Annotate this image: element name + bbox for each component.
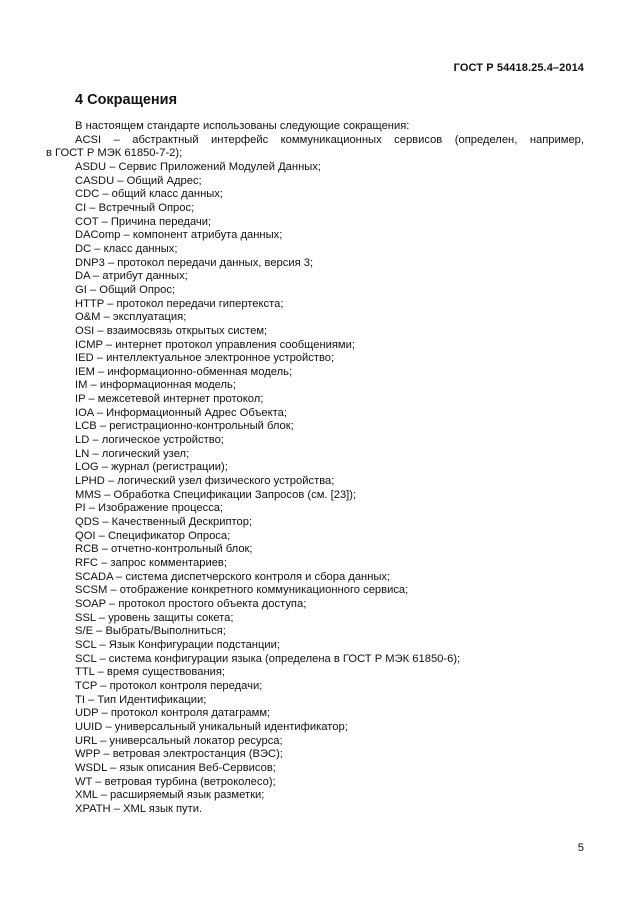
abbreviation-item: IP – межсетевой интернет протокол;: [75, 393, 264, 406]
abbreviation-item: SSL – уровень защиты сокета;: [75, 611, 234, 624]
abbreviation-item-acsi-line1: ACSI – абстрактный интерфейс коммуникационных сервисов (определен, например,: [75, 133, 584, 146]
abbreviation-item: GI – Общий Опрос;: [75, 283, 176, 296]
abbreviation-item: TI – Тип Идентификации;: [75, 693, 207, 706]
abbreviation-item: QOI – Спецификатор Опроса;: [75, 529, 231, 542]
abbreviation-item: SCADA – система диспетчерского контроля и сбора данных;: [75, 570, 391, 583]
abbreviation-item: CI – Встречный Опрос;: [75, 201, 195, 214]
abbreviation-item: LPHD – логический узел физического устройства;: [75, 475, 335, 488]
abbreviation-item: WT – ветровая турбина (ветроколесо);: [75, 775, 276, 788]
abbreviation-item: HTTP – протокол передачи гипертекста;: [75, 297, 284, 310]
section-title: 4 Сокращения: [75, 92, 178, 108]
abbreviation-item: TTL – время существования;: [75, 666, 226, 679]
abbreviation-item: DNP3 – протокол передачи данных, версия 3;: [75, 256, 314, 269]
abbreviation-item: DC – класс данных;: [75, 242, 178, 255]
abbreviation-item: URL – универсальный локатор ресурса;: [75, 734, 283, 747]
abbreviation-item: IEM – информационно-обменная модель;: [75, 365, 293, 378]
abbreviation-item: LCB – регистрационно-контрольный блок;: [75, 420, 294, 433]
abbreviation-item: SCL – система конфигурации языка (определена в ГОСТ Р МЭК 61850-6);: [75, 652, 461, 665]
abbreviation-item: LN – логический узел;: [75, 447, 190, 460]
abbreviation-item: MMS – Обработка Спецификации Запросов (см. [23]);: [75, 488, 357, 501]
abbreviation-item: CDC – общий класс данных;: [75, 188, 224, 201]
abbreviation-item: UUID – универсальный уникальный идентификатор;: [75, 720, 348, 733]
abbreviation-item: WSDL – язык описания Веб-Сервисов;: [75, 761, 276, 774]
abbreviation-item: WPP – ветровая электростанция (ВЭС);: [75, 748, 283, 761]
intro-paragraph: В настоящем стандарте использованы следующие сокращения:: [75, 120, 410, 132]
abbreviation-item: SCSM – отображение конкретного коммуникационного сервиса;: [75, 584, 409, 597]
abbreviation-item: LD – логическое устройство;: [75, 434, 224, 447]
abbreviation-item: RCB – отчетно-контрольный блок;: [75, 543, 253, 556]
abbreviation-item: IM – информационная модель;: [75, 379, 236, 392]
abbreviation-item: PI – Изображение процесса;: [75, 502, 224, 515]
abbreviation-item-acsi-line2: в ГОСТ Р МЭК 61850-7-2);: [46, 147, 183, 160]
abbreviation-item-acsi: [46, 134, 584, 161]
abbreviation-item: DA – атрибут данных;: [75, 270, 188, 283]
abbreviation-item: IED – интеллектуальное электронное устройство;: [75, 352, 335, 365]
abbreviation-item: XPATH – XML язык пути.: [75, 802, 203, 815]
abbreviation-item: O&M – эксплуатация;: [75, 311, 187, 324]
abbreviation-item: COT – Причина передачи;: [75, 215, 212, 228]
abbreviation-item: XML – расширяемый язык разметки;: [75, 789, 265, 802]
abbreviation-item: ICMP – интернет протокол управления сообщениями;: [75, 338, 355, 351]
document-header-standard-id: ГОСТ Р 54418.25.4–2014: [453, 62, 584, 74]
abbreviation-item: TCP – протокол контроля передачи;: [75, 679, 263, 692]
abbreviation-item: UDP – протокол контроля датаграмм;: [75, 707, 271, 720]
abbreviation-item: SOAP – протокол простого объекта доступа;: [75, 597, 307, 610]
abbreviation-item: OSI – взаимосвязь открытых систем;: [75, 324, 268, 337]
abbreviation-item: QDS – Качественный Дескриптор;: [75, 516, 253, 529]
abbreviations-list: [46, 161, 584, 817]
abbreviation-item: ASDU – Сервис Приложений Модулей Данных;: [75, 160, 321, 173]
abbreviation-item: CASDU – Общий Адрес;: [75, 174, 202, 187]
abbreviations-content: [46, 120, 584, 816]
abbreviation-item: DAComp – компонент атрибута данных;: [75, 229, 283, 242]
abbreviation-item: LOG – журнал (регистрации);: [75, 461, 228, 474]
page-number: 5: [577, 842, 584, 854]
abbreviation-item: IOA – Информационный Адрес Объекта;: [75, 406, 287, 419]
abbreviation-item: SCL – Язык Конфигурации подстанции;: [75, 638, 280, 651]
abbreviation-item: S/E – Выбрать/Выполниться;: [75, 625, 226, 638]
abbreviation-item: RFC – запрос комментариев;: [75, 557, 227, 569]
